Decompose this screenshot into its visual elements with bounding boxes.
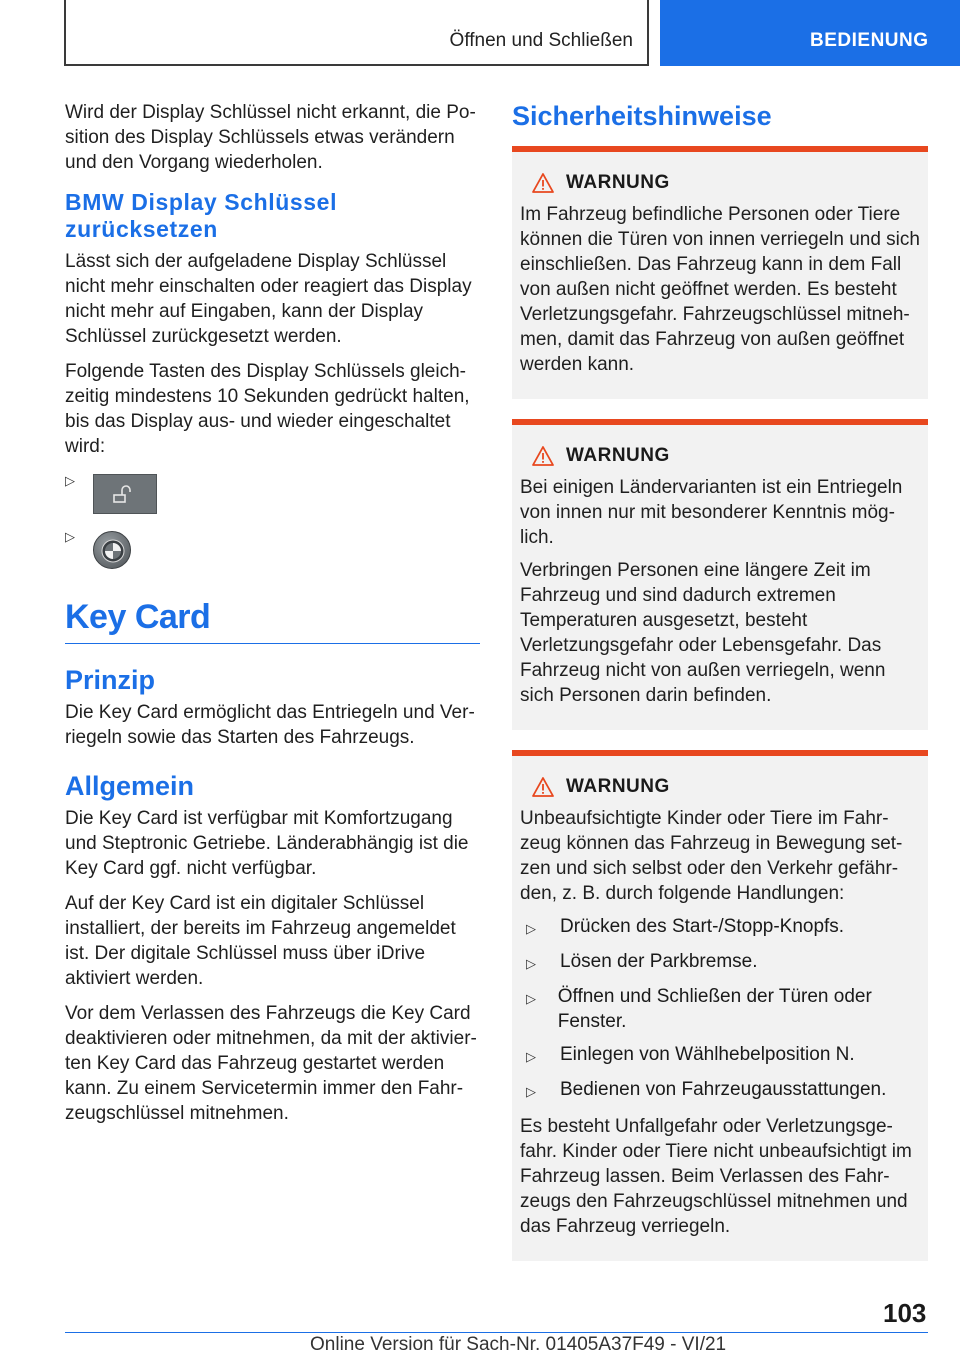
- warning-label: WARNUNG: [566, 172, 670, 193]
- list-item: [526, 1077, 920, 1104]
- bullet-marker: ▷: [65, 473, 75, 488]
- list-item-text: Einlegen von Wählhebelposition N.: [560, 1044, 855, 1065]
- warning-triangle-icon: [520, 172, 566, 194]
- warning-box-3: [512, 750, 928, 1261]
- warning-label: WARNUNG: [566, 776, 670, 797]
- list-item: [526, 949, 920, 976]
- warning-triangle-icon: [520, 776, 566, 798]
- footer-online-version: Online Version für Sach-Nr. 01405A37F49 - VI/21: [310, 1334, 727, 1355]
- page-number: 103: [883, 1298, 927, 1328]
- list-item-text: Drücken des Start-/Stopp-Knopfs.: [560, 916, 845, 937]
- prinzip-paragraph: Die Key Card ermöglicht das Entriegeln und Verriegeln sowie das Starten des Fahrzeugs.: [65, 702, 475, 748]
- warning-1-text: Im Fahrzeug befindliche Personen oder Tiere können die Türen von innen verriegeln und sich einschließen. Das Fahrzeug kann in dem Fall von außen nicht geöffnet werden. Es besteht Verletzungsgefahr. Fahrzeugschlüssel mitnehmen, damit das Fahrzeug von außen geöffnet werden kann.: [520, 204, 920, 375]
- section-label: BEDIENUNG: [810, 30, 929, 51]
- header-section-tab: [660, 0, 960, 66]
- reset-heading-line2: zurücksetzen: [65, 216, 218, 242]
- list-item-text: Bedienen von Fahrzeugausstattungen.: [560, 1079, 887, 1100]
- list-item: [526, 984, 920, 1034]
- reset-paragraph-1: Lässt sich der aufgeladene Display Schlüssel nicht mehr einschalten oder reagiert das Display nicht mehr auf Eingaben, kann der Display Schlüssel zurückgesetzt werden.: [65, 251, 472, 347]
- safety-heading: Sicherheitshinweise: [512, 101, 772, 131]
- warning-box-1: [512, 146, 928, 399]
- footer-divider: [65, 1332, 928, 1333]
- bullet-marker: ▷: [65, 529, 75, 544]
- warning-2-text-1: Bei einigen Ländervarianten ist ein Entriegeln von innen nur mit besonderer Kenntnis möglich.: [520, 477, 903, 548]
- page-section-title: Öffnen und Schließen: [449, 30, 633, 51]
- header-title-box: [64, 0, 649, 66]
- list-item-text: Öffnen und Schließen der Türen oder Fenster.: [557, 986, 872, 1032]
- key-item-unlock: [65, 469, 480, 519]
- reset-paragraph-2: Folgende Tasten des Display Schlüssels gleichzeitig mindestens 10 Sekunden gedrückt halten, bis das Display aus- und wieder eingeschaltet wird:: [65, 361, 470, 457]
- reset-heading-line1: BMW Display Schlüssel: [65, 189, 338, 215]
- right-column: [512, 100, 928, 1281]
- list-item-text: Lösen der Parkbremse.: [560, 951, 758, 972]
- warning-box-2: [512, 419, 928, 730]
- allgemein-paragraph-2: Auf der Key Card ist ein digitaler Schlüssel installiert, der bereits im Fahrzeug angemeldet ist. Der digitale Schlüssel muss über iDrive aktiviert werden.: [65, 893, 456, 989]
- allgemein-paragraph-1: Die Key Card ist verfügbar mit Komfortzugang und Steptronic Getriebe. Länderabhängig ist die Key Card ggf. nicht verfügbar.: [65, 808, 469, 879]
- bullet-marker: ▷: [526, 991, 536, 1006]
- left-column: [65, 100, 480, 1136]
- key-item-bmw: [65, 525, 480, 575]
- prinzip-heading: Prinzip: [65, 665, 156, 695]
- warning-label: WARNUNG: [566, 445, 670, 466]
- allgemein-heading: Allgemein: [65, 771, 195, 801]
- bullet-marker: ▷: [526, 1084, 536, 1099]
- bullet-marker: ▷: [526, 1049, 536, 1064]
- warning-3-list: [526, 914, 920, 1104]
- unlock-icon: [93, 474, 157, 514]
- bullet-marker: ▷: [526, 956, 536, 971]
- warning-triangle-icon: [520, 445, 566, 467]
- bullet-marker: ▷: [526, 921, 536, 936]
- allgemein-paragraph-3: Vor dem Verlassen des Fahrzeugs die Key Card deaktivieren oder mitnehmen, da mit der aktivierten Key Card das Fahrzeug gestartet werden kann. Zu einem Servicetermin immer den Fahrzeugschlüssel mitnehmen.: [65, 1003, 477, 1124]
- warning-3-text-2: Es besteht Unfallgefahr oder Verletzungsgefahr. Kinder oder Tiere nicht unbeaufsichtigt im Fahrzeug lassen. Beim Verlassen des Fahrzeugs den Fahrzeugschlüssel mitnehmen und das Fahrzeug verriegeln.: [520, 1116, 912, 1237]
- key-card-heading: Key Card: [65, 597, 480, 644]
- bmw-logo-icon: [93, 531, 131, 569]
- reset-heading: [65, 189, 480, 243]
- list-item: [526, 1042, 920, 1069]
- warning-2-text-2: Verbringen Personen eine längere Zeit im Fahrzeug und sind dadurch extremen Temperaturen ausgesetzt, besteht Verletzungsgefahr oder Lebensgefahr. Das Fahrzeug nicht von außen verriegeln, wenn sich Personen darin befinden.: [520, 560, 886, 706]
- list-item: [526, 914, 920, 941]
- intro-paragraph: Wird der Display Schlüssel nicht erkannt, die Position des Display Schlüssels etwas verändern und den Vorgang wiederholen.: [65, 102, 476, 173]
- warning-3-text-1: Unbeaufsichtigte Kinder oder Tiere im Fahrzeug können das Fahrzeug in Bewegung setzen und sich selbst oder den Verkehr gefährden, z. B. durch folgende Handlungen:: [520, 808, 903, 904]
